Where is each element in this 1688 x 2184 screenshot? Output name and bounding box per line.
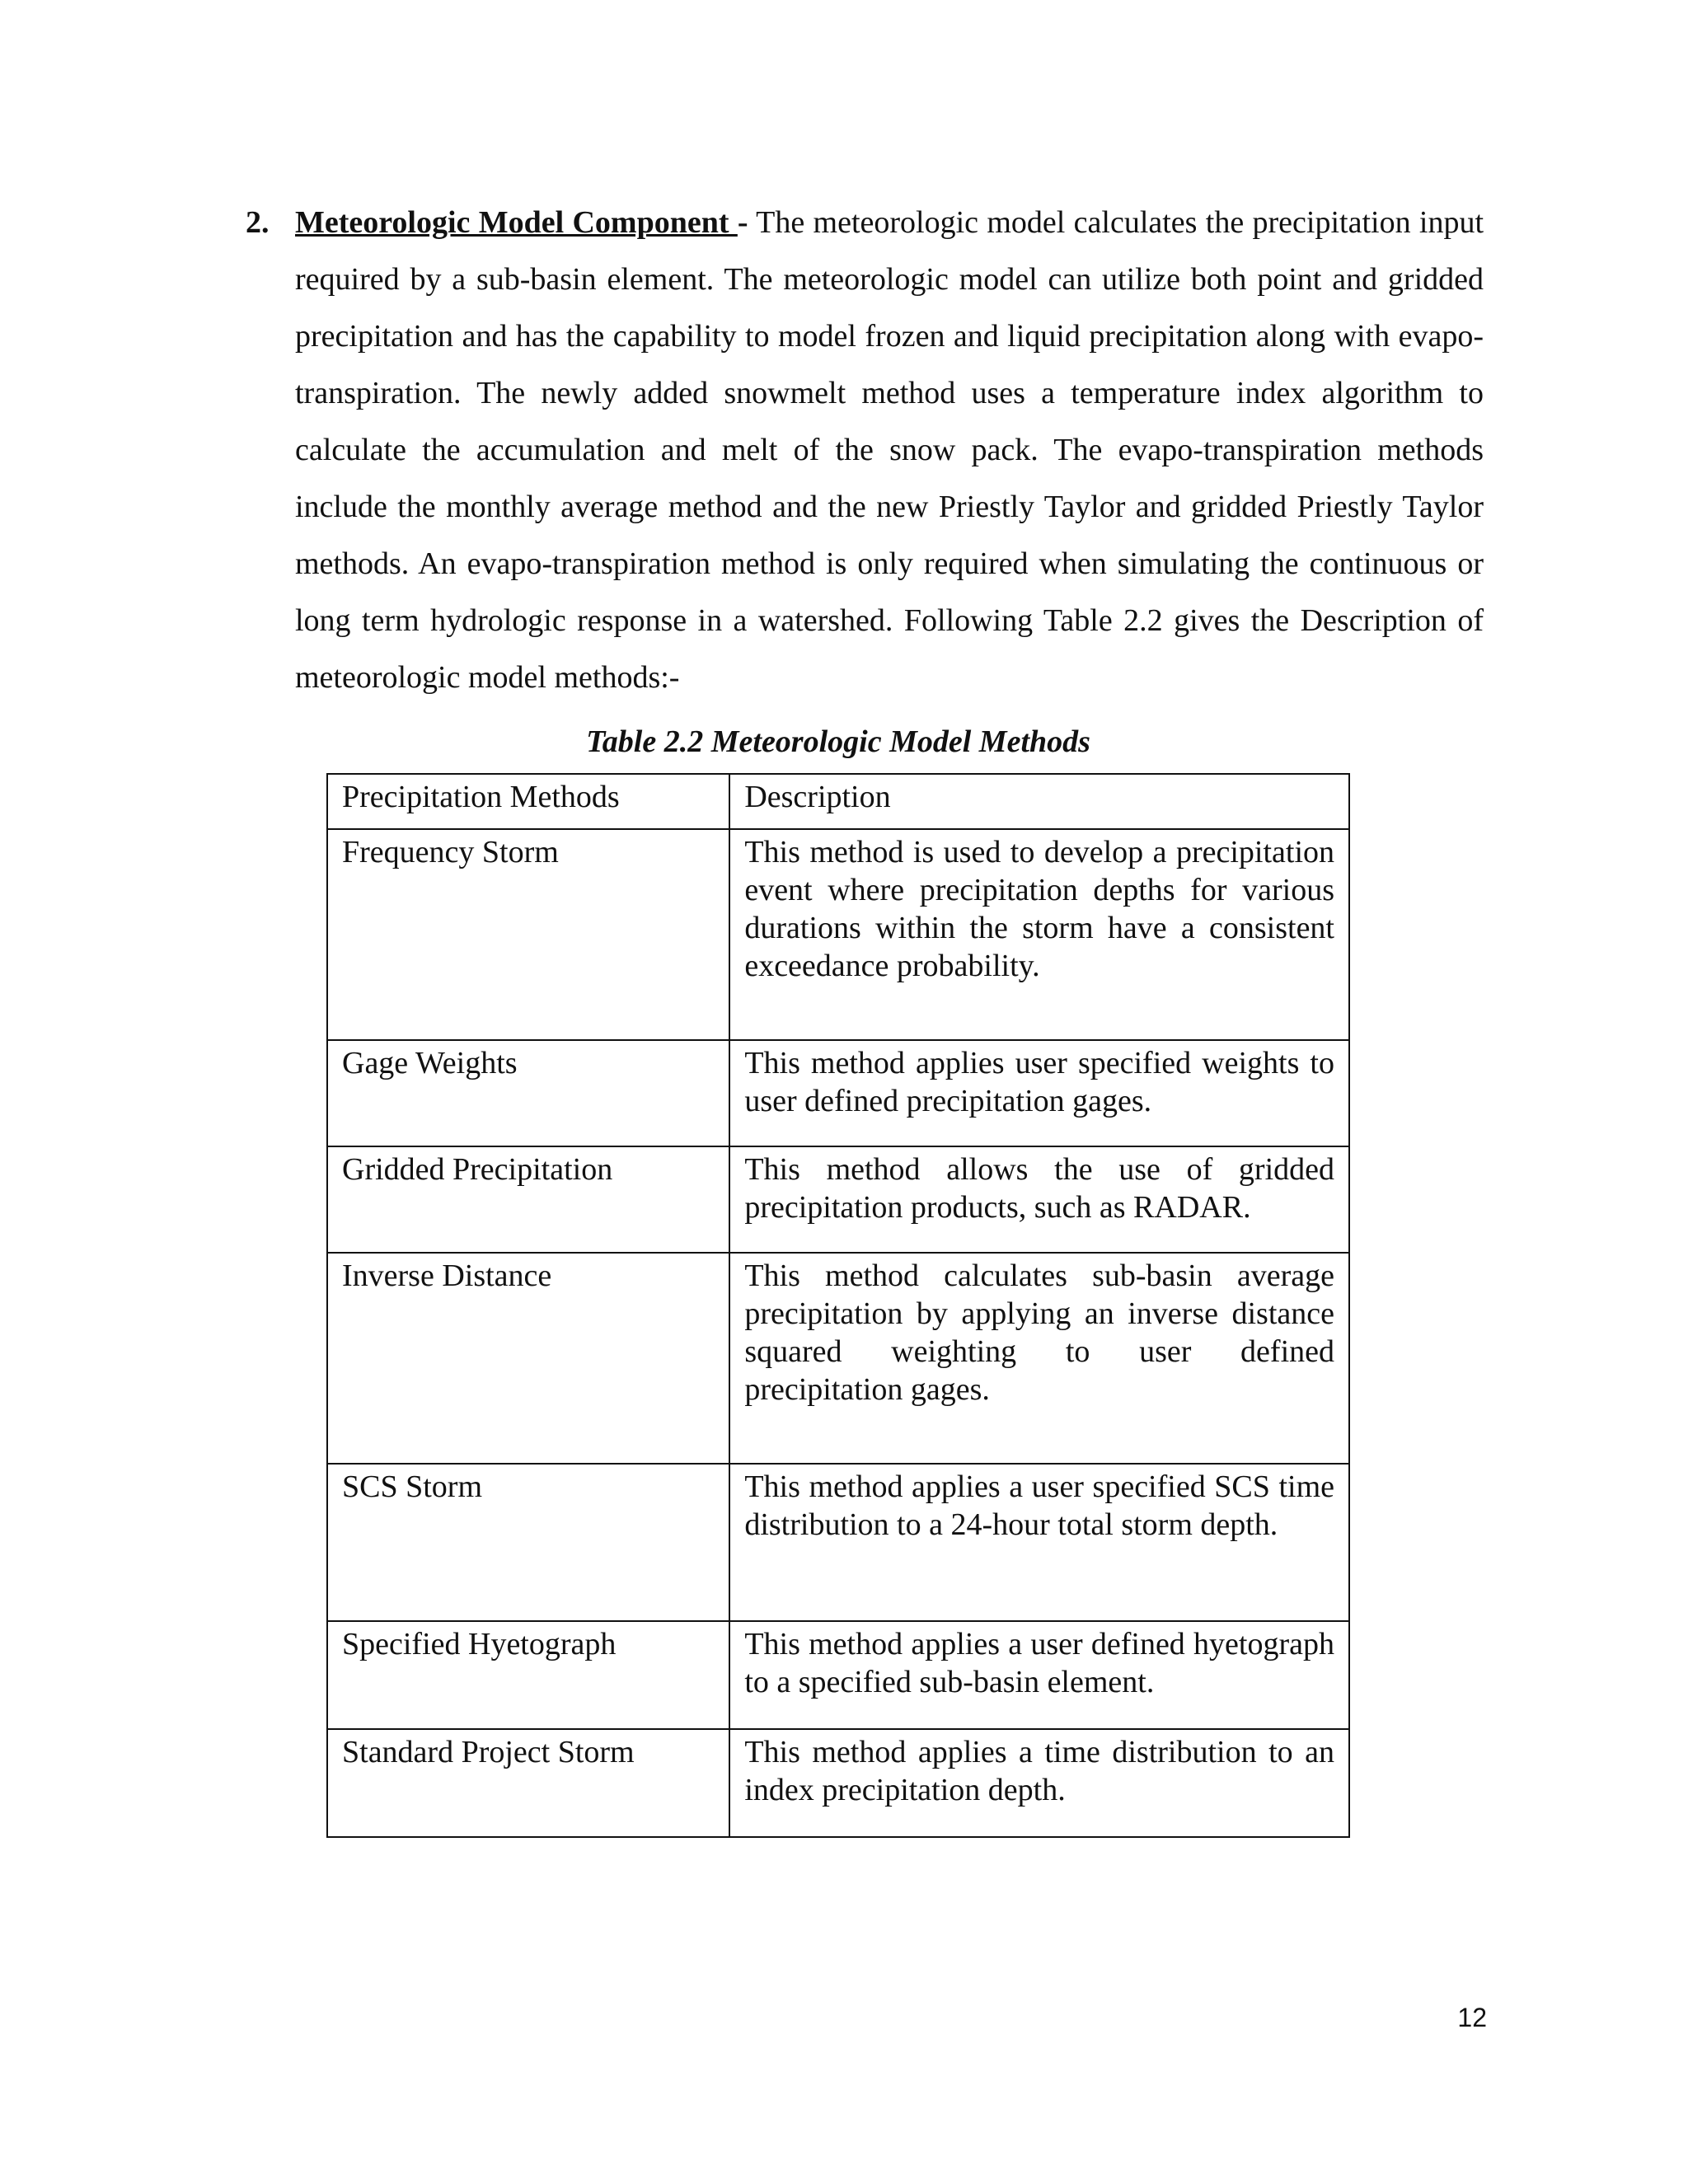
section-number: 2. [246,205,270,240]
section-heading: Meteorologic Model Component [295,205,738,240]
section-body-text: The meteorologic model calculates the precipitation input required by a sub-basin element. The meteorologic model can utilize both point and gridded precipitation and has the capability to model frozen and liquid precipitation along with evapo-transpiration. The newly added snowmelt method uses a temperature index algorithm to calculate the accumulation and melt of the snow pack. The evapo-transpiration methods include the monthly average method and the new Priestly Taylor and gridded Priestly Taylor methods. An evapo-transpiration method is only required when simulating the continuous or long term hydrologic response in a watershed. Following Table 2.2 gives the Description of meteorologic model methods:- [295,205,1484,695]
page-number: 12 [1457,2003,1487,2032]
method-description: This method allows the use of gridded precipitation products, such as RADAR. [729,1146,1349,1253]
method-name: SCS Storm [327,1464,729,1621]
method-description: This method applies a user specified SCS time distribution to a 24-hour total storm depth. [729,1464,1349,1621]
method-description: This method applies a time distribution to an index precipitation depth. [729,1729,1349,1837]
method-description: This method calculates sub-basin average precipitation by applying an inverse distance squared weighting to user defined precipitation gages. [729,1253,1349,1464]
table-caption: Table 2.2 Meteorologic Model Methods [586,724,1090,759]
method-description: This method is used to develop a precipitation event where precipitation depths for various durations within the storm have a consistent exceedance probability. [729,829,1349,1040]
section-heading-dash: - [737,205,748,240]
section-paragraph [295,194,1484,706]
table-row [327,1729,1349,1837]
method-description: This method applies a user defined hyetograph to a specified sub-basin element. [729,1621,1349,1729]
header-description: Description [729,774,1349,829]
method-name: Specified Hyetograph [327,1621,729,1729]
table-row [327,1464,1349,1621]
method-description: This method applies user specified weights to user defined precipitation gages. [729,1040,1349,1146]
method-name: Frequency Storm [327,829,729,1040]
header-precipitation-methods: Precipitation Methods [327,774,729,829]
table-row [327,829,1349,1040]
table-row [327,1621,1349,1729]
table-row [327,1253,1349,1464]
method-name: Gridded Precipitation [327,1146,729,1253]
method-name: Standard Project Storm [327,1729,729,1837]
method-name: Gage Weights [327,1040,729,1146]
table-header-row [327,774,1349,829]
table-row [327,1146,1349,1253]
methods-table [326,773,1350,1838]
table-row [327,1040,1349,1146]
method-name: Inverse Distance [327,1253,729,1464]
